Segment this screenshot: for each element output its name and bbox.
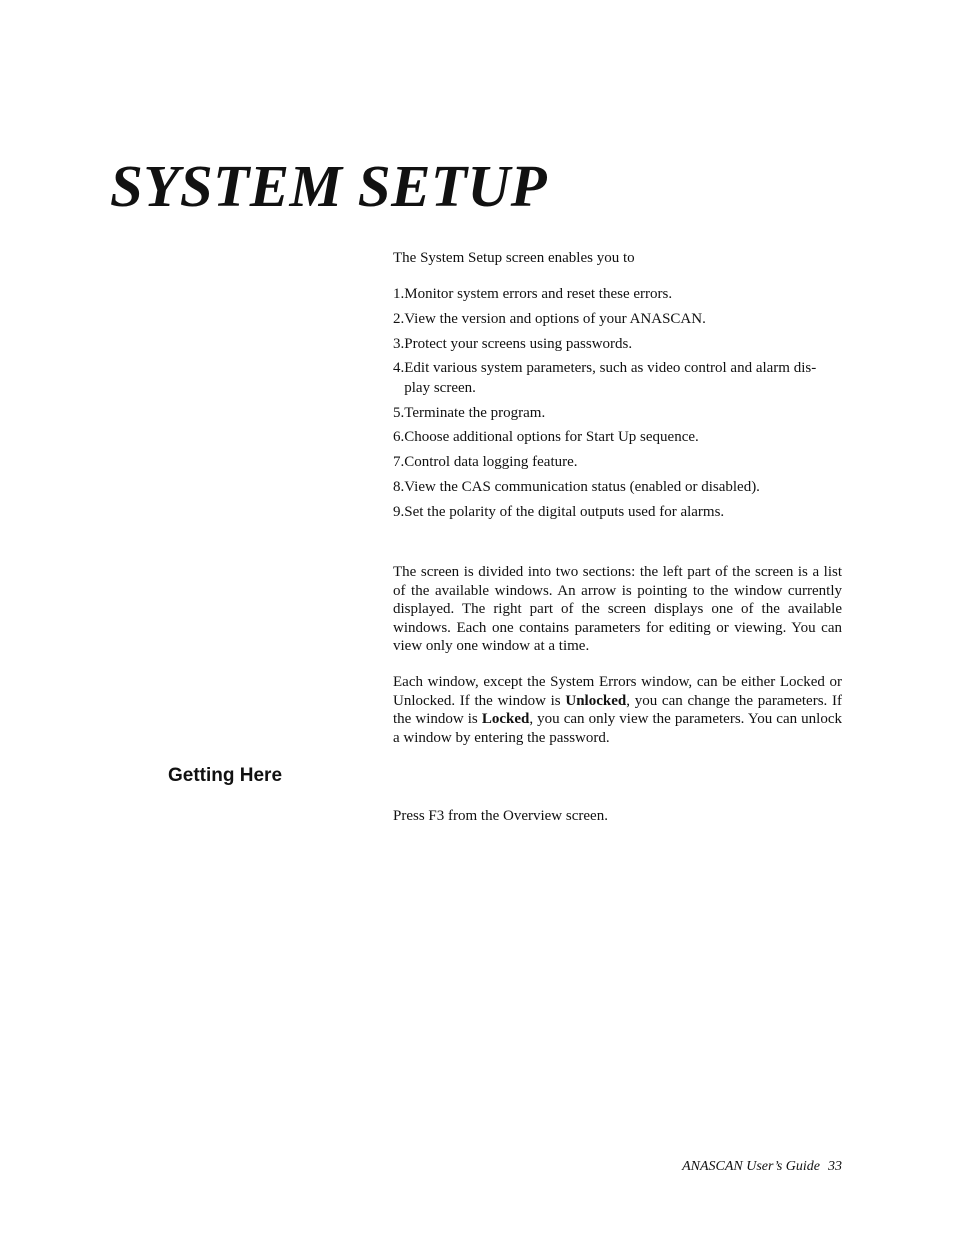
list-item-number: 5.	[393, 404, 405, 421]
unlocked-term: Unlocked	[565, 692, 627, 709]
list-item-number: 4.	[393, 360, 405, 377]
list-item-number: 6.	[393, 429, 405, 446]
list-item-text: Monitor system errors and reset these errors.	[404, 286, 673, 302]
page-number: 33	[828, 1159, 842, 1174]
list-item-number: 3.	[393, 335, 405, 352]
getting-here-text: Press F3 from the Overview screen.	[393, 808, 608, 824]
lock-description-paragraph	[393, 673, 842, 747]
page-title: SYSTEM SETUP	[110, 153, 548, 219]
list-item-text: Protect your screens using passwords.	[404, 335, 633, 352]
list-item-text: Terminate the program.	[404, 404, 546, 421]
getting-here-heading: Getting Here	[168, 765, 283, 786]
list-item	[393, 453, 842, 473]
list-item-number: 8.	[393, 479, 405, 496]
list-item	[393, 359, 842, 398]
list-item-text: View the CAS communication status (enabled or disabled).	[404, 479, 760, 496]
list-item-text: Choose additional options for Start Up sequence.	[404, 429, 699, 446]
list-item-number: 2.	[393, 310, 405, 327]
list-item-number: 1.	[393, 286, 405, 302]
list-item	[393, 310, 842, 330]
list-item	[393, 335, 842, 355]
list-item	[393, 478, 842, 498]
screen-description-paragraph: The screen is divided into two sections: the left part of the screen is a list of the available windows. An arrow is pointing to the window currently displayed. The right part of the screen displays one of the available windows. Each one contains parameters for editing or viewing. You can view only one window at a time.	[393, 564, 842, 655]
list-item-text: Control data logging feature.	[404, 454, 578, 471]
list-item-text: Set the polarity of the digital outputs used for alarms.	[404, 503, 725, 520]
lock-text-part1: Each window, except the System Errors window, can be either Locked or Unlocked. If the window is	[393, 674, 842, 709]
list-item-text: Edit various system parameters, such as video control and alarm dis-play screen.	[404, 360, 817, 396]
list-item	[393, 503, 842, 523]
intro-text: The System Setup screen enables you to	[393, 250, 635, 266]
lock-text-part2: , you can change the parameters. If the window is	[393, 692, 842, 728]
list-item	[393, 285, 842, 305]
lock-text-part3: , you can only view the parameters. You can unlock a window by entering the password.	[393, 711, 842, 746]
locked-term: Locked	[481, 711, 530, 728]
feature-list	[393, 285, 842, 528]
list-item	[393, 404, 842, 424]
list-item-number: 9.	[393, 503, 405, 520]
list-item	[393, 428, 842, 448]
list-item-number: 7.	[393, 454, 405, 471]
page-footer	[682, 1158, 842, 1176]
footer-guide-title: ANASCAN User’s Guide	[682, 1159, 820, 1174]
list-item-text: View the version and options of your ANASCAN.	[404, 310, 706, 327]
